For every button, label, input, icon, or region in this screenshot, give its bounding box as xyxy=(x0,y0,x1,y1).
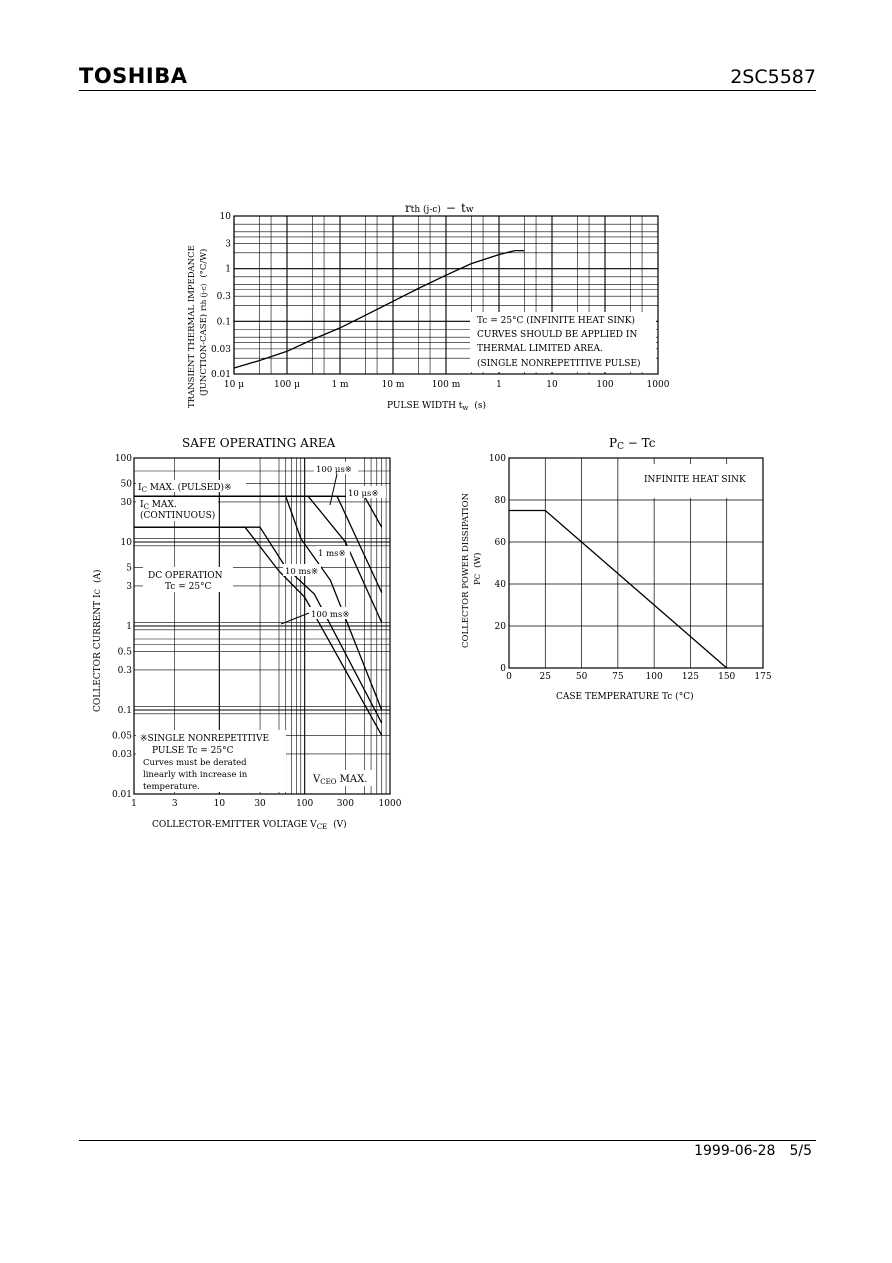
soa-100us-label: 100 μs※ xyxy=(316,465,352,475)
pc-tc-y-tick: 80 xyxy=(494,496,506,506)
thermal-x-ticks xyxy=(224,380,670,390)
thermal-x-label: PULSE WIDTH $t_w$ (s) xyxy=(387,401,487,412)
thermal-impedance-chart xyxy=(187,201,670,412)
pc-tc-y-label-2: PC(W) xyxy=(473,552,483,585)
soa-dc-label-1: DC OPERATION xyxy=(148,571,223,581)
soa-note-4: linearly with increase in xyxy=(143,770,248,780)
thermal-note-2: CURVES SHOULD BE APPLIED IN xyxy=(477,330,638,340)
thermal-y-label-1: TRANSIENT THERMAL IMPEDANCE xyxy=(187,245,197,408)
brand-logo: TOSHIBA xyxy=(79,64,188,88)
thermal-title: rth (j-c) − tw xyxy=(405,201,474,215)
pc-tc-x-tick: 75 xyxy=(612,672,624,682)
thermal-y-tick: 0.1 xyxy=(216,317,231,328)
soa-title: SAFE OPERATING AREA xyxy=(182,436,336,450)
thermal-x-tick: 100 m xyxy=(431,380,461,390)
pc-tc-x-tick: 150 xyxy=(718,672,736,682)
soa-y-tick: 50 xyxy=(120,479,132,490)
soa-x-tick: 10 xyxy=(213,799,226,809)
soa-10ms-label: 10 ms※ xyxy=(285,567,319,577)
thermal-note-3: THERMAL LIMITED AREA. xyxy=(477,344,603,354)
thermal-y-tick: 0.01 xyxy=(210,370,231,380)
footer-page: 5/5 xyxy=(789,1143,812,1159)
soa-note-5: temperature. xyxy=(143,782,200,792)
soa-x-tick: 300 xyxy=(336,799,354,809)
thermal-x-tick: 1000 xyxy=(646,380,670,390)
pc-tc-y-label-1: COLLECTOR POWER DISSIPATION xyxy=(461,492,471,648)
soa-dc-label-2: Tc = 25°C xyxy=(165,582,212,592)
soa-y-tick: 0.1 xyxy=(117,706,132,716)
thermal-y-tick: 0.3 xyxy=(216,292,231,303)
soa-y-tick: 0.5 xyxy=(117,647,132,658)
thermal-y-ticks xyxy=(211,212,231,380)
soa-10us-label: 10 μs※ xyxy=(348,489,379,499)
thermal-x-tick: 100 μ xyxy=(274,380,300,390)
soa-x-tick: 100 xyxy=(296,799,314,809)
pc-tc-y-tick: 0 xyxy=(500,664,506,674)
thermal-y-label-2: (JUNCTION-CASE) rth (j-c)(°C/W) xyxy=(199,248,209,396)
pc-tc-x-label: CASE TEMPERATURE Tc (°C) xyxy=(556,692,694,702)
soa-x-tick: 1000 xyxy=(378,799,402,809)
footer xyxy=(680,1143,812,1159)
pc-tc-y-tick: 20 xyxy=(494,622,506,632)
soa-y-tick: 1 xyxy=(126,622,132,632)
soa-100us-arrow xyxy=(330,474,337,505)
soa-x-tick: 30 xyxy=(254,799,266,809)
thermal-x-tick: 1 m xyxy=(331,380,349,390)
thermal-x-tick: 100 xyxy=(596,380,614,390)
soa-1ms-label: 1 ms※ xyxy=(318,549,346,559)
pc-tc-note: INFINITE HEAT SINK xyxy=(644,475,746,485)
soa-100ms-label: 100 ms※ xyxy=(311,610,350,620)
soa-note-1: ※SINGLE NONREPETITIVE xyxy=(140,734,270,744)
soa-icmax-pulsed-label: $I_C$ MAX. (PULSED)※ xyxy=(138,483,232,494)
thermal-y-tick: 1 xyxy=(225,264,231,275)
pc-tc-chart xyxy=(461,436,772,702)
soa-y-tick: 0.01 xyxy=(111,790,132,800)
soa-note-2: PULSE Tc = 25°C xyxy=(152,746,234,756)
pc-tc-title: PC − Tc xyxy=(609,436,656,452)
pc-tc-x-tick: 100 xyxy=(645,672,663,682)
soa-y-ticks xyxy=(112,454,132,800)
soa-x-tick: 3 xyxy=(171,799,178,809)
soa-icmax-cont-label-2: (CONTINUOUS) xyxy=(140,511,216,521)
soa-x-label: COLLECTOR-EMITTER VOLTAGE $V_{CE}$ (V) xyxy=(152,820,347,831)
part-number: 2SC5587 xyxy=(730,66,816,88)
thermal-note-4: (SINGLE NONREPETITIVE PULSE) xyxy=(477,359,641,369)
soa-chart xyxy=(92,436,402,831)
soa-y-tick: 0.3 xyxy=(117,665,132,676)
thermal-x-tick: 10 xyxy=(546,380,558,390)
soa-vceo-label: $V_{CEO}$ MAX. xyxy=(313,774,368,786)
soa-x-tick: 1 xyxy=(131,799,137,809)
thermal-x-tick: 10 μ xyxy=(223,380,245,390)
soa-y-tick: 10 xyxy=(120,538,132,548)
pc-tc-x-tick: 175 xyxy=(754,672,772,682)
thermal-y-tick: 0.03 xyxy=(210,344,231,355)
pc-tc-x-tick: 125 xyxy=(681,672,700,682)
pc-tc-y-tick: 60 xyxy=(494,538,506,548)
soa-y-tick: 30 xyxy=(120,497,132,508)
pc-tc-y-ticks xyxy=(489,454,506,674)
thermal-note-1: Tc = 25°C (INFINITE HEAT SINK) xyxy=(477,316,636,326)
pc-tc-x-tick: 50 xyxy=(575,672,588,682)
soa-curve xyxy=(134,496,382,710)
pc-tc-x-tick: 25 xyxy=(539,672,552,682)
pc-tc-y-tick: 100 xyxy=(488,454,506,464)
footer-rule xyxy=(79,1140,816,1141)
pc-tc-x-tick: 0 xyxy=(506,672,512,682)
thermal-x-tick: 10 m xyxy=(381,380,405,390)
footer-date: 1999-06-28 xyxy=(694,1143,776,1159)
soa-y-tick: 0.05 xyxy=(111,731,132,742)
thermal-x-tick: 1 xyxy=(496,380,502,390)
thermal-y-tick: 3 xyxy=(225,239,231,250)
pc-tc-y-tick: 40 xyxy=(494,580,506,590)
pc-tc-x-ticks xyxy=(506,672,772,682)
soa-icmax-cont-label: $I_C$ MAX. xyxy=(140,500,177,511)
soa-y-tick: 100 xyxy=(114,454,132,464)
soa-note-3: Curves must be derated xyxy=(143,758,247,768)
soa-y-tick: 0.03 xyxy=(111,749,132,760)
soa-x-ticks xyxy=(131,799,402,809)
thermal-y-tick: 10 xyxy=(219,212,231,222)
soa-y-tick: 3 xyxy=(126,581,132,592)
soa-y-tick: 5 xyxy=(126,563,132,574)
soa-y-label: COLLECTOR CURRENT IC(A) xyxy=(93,569,103,712)
